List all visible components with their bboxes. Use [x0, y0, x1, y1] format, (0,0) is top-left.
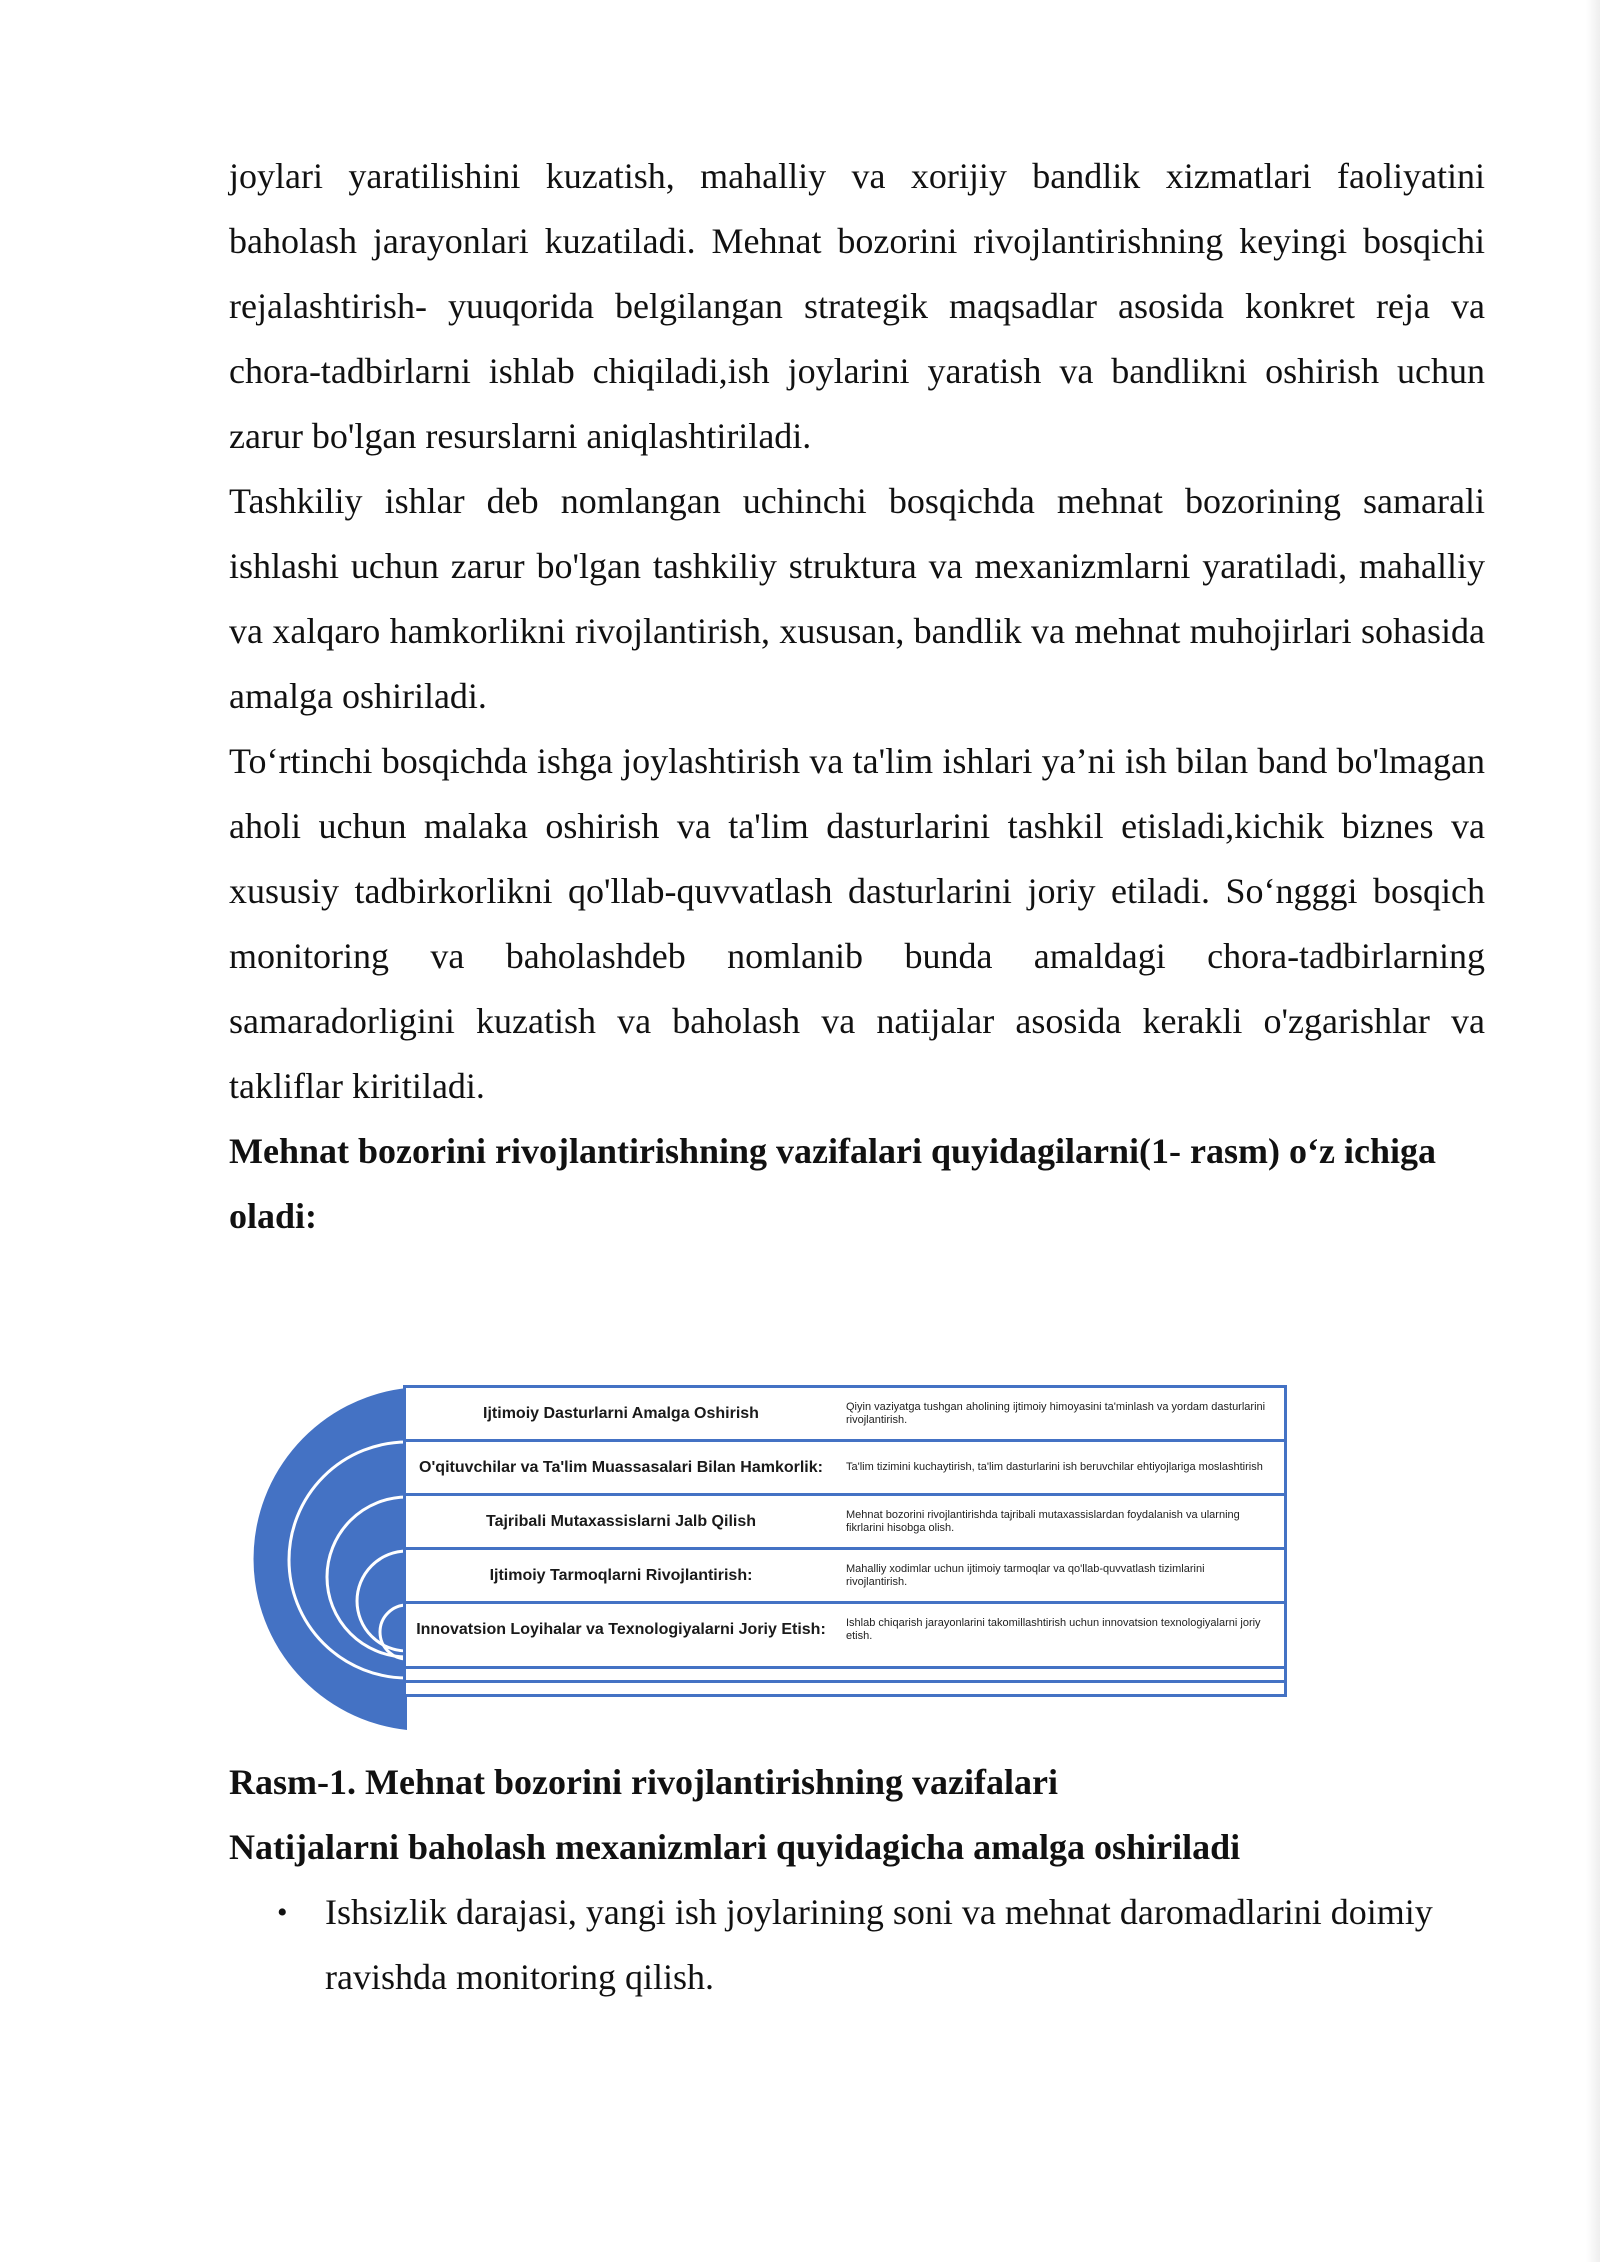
task-title: Ijtimoiy Dasturlarni Amalga Oshirish [483, 1404, 759, 1422]
empty-row-line [403, 1683, 1287, 1697]
task-title: Tajribali Mutaxassislarni Jalb Qilish [485, 1512, 757, 1530]
task-rows [403, 1385, 1287, 1697]
task-row [403, 1601, 1287, 1655]
task-description: Ishlab chiqarish jarayonlarini takomillashtirish uchun innovatsion texnologiyalarni joriy etish. [846, 1616, 1261, 1642]
paragraph-2: Tashkiliy ishlar deb nomlangan uchinchi bosqichda mehnat bozorining samarali ishlashi uchun zarur bo'lgan tashkiliy struktura va mexanizmlarni yaratiladi, mahalliy va xalqaro hamkorlikni rivojlantirish, xususan, bandlik va mehnat muhojirlari sohasida amalga oshiriladi. [229, 481, 1485, 716]
paragraph-1: joylari yaratilishini kuzatish, mahalliy va xorijiy bandlik xizmatlari faoliyatini baholash jarayonlari kuzatiladi. Mehnat bozorini rivojlantirishning keyingi bosqichi rejalashtirish- yuuqorida belgilangan strategik maqsadlar asosida konkret reja va chora-tadbirlarni ishlab chiqiladi,ish joylarini yaratish va bandlikni oshirish uchun zarur bo'lgan resurslarni aniqlashtiriladi. [229, 156, 1485, 456]
task-title: O'qituvchilar va Ta'lim Muassasalari Bilan Hamkorlik: [419, 1458, 823, 1476]
section-subheading: Natijalarni baholash mexanizmlari quyidagicha amalga oshiriladi [229, 1827, 1241, 1867]
task-title: Ijtimoiy Tarmoqlarni Rivojlantirish: [489, 1566, 753, 1584]
task-description: Mehnat bozorini rivojlantirishda tajribali mutaxassislardan foydalanish va ularning fikrlarini hisobga olish. [846, 1508, 1240, 1534]
intro-bold-heading: Mehnat bozorini rivojlantirishning vazifalari quyidagilarni(1- rasm) o‘z ichiga oladi: [229, 1131, 1436, 1236]
task-row [403, 1385, 1287, 1439]
figure-caption: Rasm-1. Mehnat bozorini rivojlantirishning vazifalari [229, 1762, 1058, 1802]
task-row [403, 1547, 1287, 1601]
bullet-icon: • [277, 1896, 288, 1929]
task-title: Innovatsion Loyihalar va Texnologiyalarni Joriy Etish: [416, 1620, 826, 1638]
task-description: Mahalliy xodimlar uchun ijtimoiy tarmoqlar va qo'llab-quvvatlash tizimlarini rivojlantirish. [846, 1562, 1205, 1588]
page-edge-shadow [1586, 0, 1600, 2262]
list-item [229, 1880, 1485, 2010]
figure-labor-market-tasks [229, 1385, 1287, 1733]
empty-row-line [403, 1655, 1287, 1669]
list-item-text: Ishsizlik darajasi, yangi ish joylarining soni va mehnat daromadlarini doimiy ravishda monitoring qilish. [325, 1892, 1433, 1997]
empty-row-line [403, 1669, 1287, 1683]
paragraph-3: To‘rtinchi bosqichda ishga joylashtirish va ta'lim ishlari ya’ni ish bilan band bo'lmagan aholi uchun malaka oshirish va ta'lim dasturlarini tashkil etisladi,kichik biznes va xususiy tadbirkorlikni qo'llab-quvvatlash dasturlarini joriy etiladi. So‘ngggi bosqich monitoring va baholashdeb nomlanib bunda amaldagi chora-tadbirlarning samaradorligini kuzatish va baholash va natijalar asosida kerakli o'zgarishlar va takliflar kiritiladi. [229, 741, 1485, 1106]
task-row [403, 1439, 1287, 1493]
task-description: Qiyin vaziyatga tushgan aholining ijtimoiy himoyasini ta'minlash va yordam dasturlarini rivojlantirish. [846, 1400, 1266, 1426]
bullet-list [229, 1880, 1485, 2010]
document-body [229, 144, 1485, 1249]
concentric-arcs-graphic [229, 1385, 409, 1733]
task-description: Ta'lim tizimini kuchaytirish, ta'lim dasturlarini ish beruvchilar ehtiyojlariga moslashtirish [846, 1461, 1263, 1473]
task-row [403, 1493, 1287, 1547]
